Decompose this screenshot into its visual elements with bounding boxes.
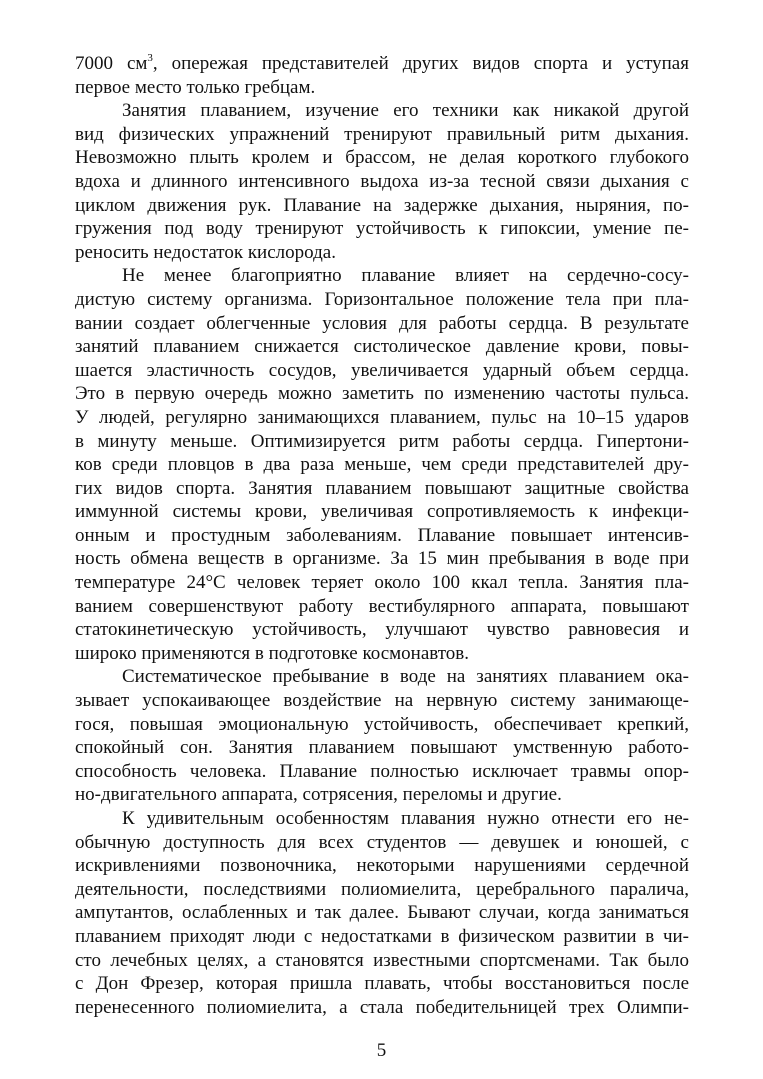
text-line <box>75 52 689 76</box>
text-segment: , опережая представителей других видов спорта и уступая <box>152 53 689 74</box>
text-line: первое место только гребцам. <box>75 76 316 98</box>
text-line: перенесенного полиомиелита, а стала победительницей трех Олимпи- <box>75 996 689 1018</box>
text-line: гружения под воду тренируют устойчивость к гипоксии, умение пе- <box>75 218 689 240</box>
text-line: реносить недостаток кислорода. <box>75 241 336 263</box>
text-line: Не менее благоприятно плавание влияет на сердечно-сосу- <box>122 265 689 287</box>
text-line: ампутантов, ослабленных и так далее. Бывают случаи, когда заниматься <box>75 902 689 924</box>
text-line: вании создает облегченные условия для работы сердца. В результате <box>75 312 689 334</box>
text-line: Занятия плаванием, изучение его техники как никакой другой <box>122 100 689 122</box>
text-line: в минуту меньше. Оптимизируется ритм работы сердца. Гипертони- <box>75 430 689 452</box>
text-line: ность обмена веществ в организме. За 15 мин пребывания в воде при <box>75 548 689 570</box>
text-line: сто лечебных целях, а становятся известными спортсменами. Так было <box>75 949 689 971</box>
text-line: плаванием приходят люди с недостатками в физическом развитии в чи- <box>75 925 689 947</box>
text-line: широко применяются в подготовке космонавтов. <box>75 642 470 664</box>
text-line: К удивительным особенностям плавания нужно отнести его не- <box>122 808 689 829</box>
text-line: вдоха и длинного интенсивного выдоха из-за тесной связи дыхания с <box>75 170 689 192</box>
paragraph-cardiovascular <box>75 264 689 665</box>
paragraph-lung-capacity <box>75 52 689 99</box>
text-line: Это в первую очередь можно заметить по изменению частоты пульса. <box>75 383 689 405</box>
page-number: 5 <box>376 1040 387 1061</box>
text-line: способность человека. Плавание полностью исключает травмы опор- <box>75 760 689 782</box>
text-line: У людей, регулярно занимающихся плаванием, пульс на 10–15 ударов <box>75 406 689 428</box>
text-line: ванием совершенствуют работу вестибулярного аппарата, повышают <box>75 595 689 617</box>
text-line: занятий плаванием снижается систолическое давление крови, повы- <box>75 336 689 358</box>
paragraph-breathing <box>75 99 689 264</box>
text-line: циклом движения рук. Плавание на задержке дыхания, ныряния, по- <box>75 194 689 216</box>
text-line: искривлениями позвоночника, некоторыми нарушениями сердечной <box>75 855 689 877</box>
text-line: но-двигательного аппарата, сотрясения, переломы и другие. <box>75 784 562 806</box>
text-line: статокинетическую устойчивость, улучшают чувство равновесия и <box>75 619 689 641</box>
text-line: зывает успокаивающее воздействие на нервную систему занимающе- <box>75 690 689 712</box>
text-line: Систематическое пребывание в воде на занятиях плаванием ока- <box>122 666 689 688</box>
text-line: иммунной системы крови, увеличивая сопротивляемость к инфекци- <box>75 501 689 523</box>
text-line: температуре 24°C человек теряет около 100 ккал тепла. Занятия пла- <box>75 572 689 594</box>
text-line: онным и простудным заболеваниям. Плавание повышает интенсив- <box>75 524 689 546</box>
text-line: гося, повышая эмоциональную устойчивость, обеспечивает крепкий, <box>75 713 689 735</box>
paragraph-accessibility <box>75 807 689 1019</box>
text-segment: 7000 см <box>75 53 148 74</box>
text-line: обычную доступность для всех студентов — девушек и юношей, с <box>75 831 689 853</box>
paragraph-nervous-system <box>75 665 689 807</box>
text-line: деятельности, последствиями полиомиелита, церебрального паралича, <box>75 878 689 900</box>
text-line: вид физических упражнений тренируют правильный ритм дыхания. <box>75 123 689 145</box>
superscript: 3 <box>147 52 153 64</box>
text-line: шается эластичность сосудов, увеличивается ударный объем сердца. <box>75 359 689 381</box>
text-line: Невозможно плыть кролем и брассом, не делая короткого глубокого <box>75 147 689 169</box>
document-page <box>75 52 689 1019</box>
text-line: дистую систему организма. Горизонтальное положение тела при пла- <box>75 288 689 310</box>
text-line: с Дон Фрезер, которая пришла плавать, чтобы восстановиться после <box>75 973 689 995</box>
text-line: спокойный сон. Занятия плаванием повышают умственную работо- <box>75 737 689 759</box>
text-line: гих видов спорта. Занятия плаванием повышают защитные свойства <box>75 477 689 499</box>
text-line: ков среди пловцов в два раза меньше, чем среди представителей дру- <box>75 454 689 476</box>
